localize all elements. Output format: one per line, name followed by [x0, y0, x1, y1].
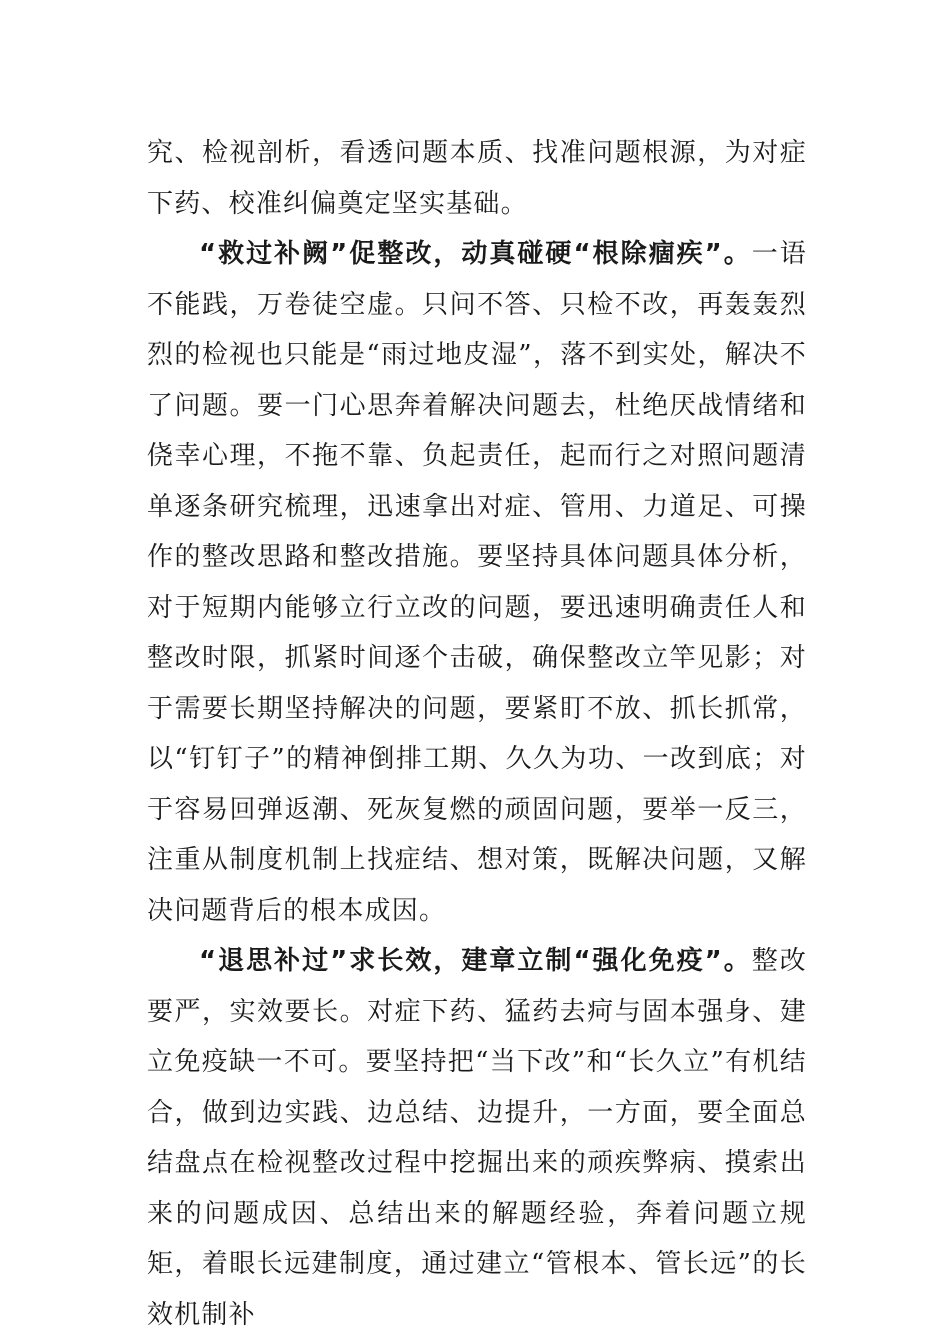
- paragraph-heading: “救过补阙”促整改，动真碰硬“根除痼疾”。: [199, 239, 752, 269]
- paragraph-text: 究、检视剖析，看透问题本质、找准问题根源，为对症下药、校准纠偏奠定坚实基础。: [147, 138, 807, 219]
- paragraph-heading: “退思补过”求长效，建章立制“强化免疫”。: [199, 946, 752, 976]
- paragraph-rectification: [147, 229, 807, 936]
- paragraph-long-term: [147, 936, 807, 1340]
- paragraph-text: 一语不能践，万卷徒空虚。只问不答、只检不改，再轰轰烈烈的检视也只能是“雨过地皮湿”，落不到实处，解决不了问题。要一门心思奔着解决问题去，杜绝厌战情绪和侥幸心理，不拖不靠、负起责任，起而行之对照问题清单逐条研究梳理，迅速拿出对症、管用、力道足、可操作的整改思路和整改措施。要坚持具体问题具体分析，对于短期内能够立行立改的问题，要迅速明确责任人和整改时限，抓紧时间逐个击破，确保整改立竿见影；对于需要长期坚持解决的问题，要紧盯不放、抓长抓常，以“钉钉子”的精神倒排工期、久久为功、一改到底；对于容易回弹返潮、死灰复燃的顽固问题，要举一反三，注重从制度机制上找症结、想对策，既解决问题，又解决问题背后的根本成因。: [147, 239, 807, 926]
- paragraph-continuation: [147, 128, 807, 229]
- paragraph-text: 整改要严，实效要长。对症下药、猛药去疴与固本强身、建立免疫缺一不可。要坚持把“当下改”和“长久立”有机结合，做到边实践、边总结、边提升，一方面，要全面总结盘点在检视整改过程中挖掘出来的顽疾弊病、摸索出来的问题成因、总结出来的解题经验，奔着问题立规矩，着眼长远建制度，通过建立“管根本、管长远”的长效机制补: [147, 946, 807, 1330]
- document-page: [147, 128, 807, 1340]
